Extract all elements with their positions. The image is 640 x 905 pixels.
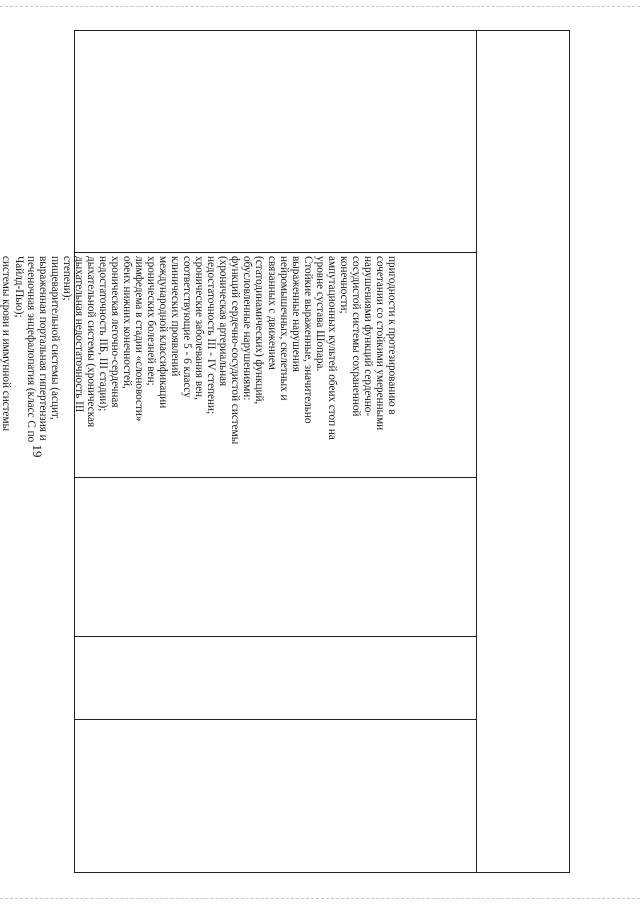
text-line: Стойкие выраженные, значительно	[301, 256, 314, 424]
text-line: хроническая легочно-сердечная	[108, 256, 121, 408]
text-line: хронических болезней вен;	[145, 256, 158, 386]
text-line: обусловленные нарушениями:	[241, 256, 254, 401]
text-line: (хроническая артериальная	[217, 256, 230, 387]
text-line: конечности;	[337, 256, 350, 314]
scan-edge-bottom	[0, 898, 640, 899]
text-line: нарушениями функций сердечно-	[361, 256, 374, 417]
page-number: 19	[30, 444, 45, 458]
text-line: дыхательной системы (хроническая	[84, 256, 97, 428]
text-line: сосудистой системы сохраненной	[349, 256, 362, 417]
text-line: международной классификации	[157, 256, 170, 409]
text-line: связанных с движением	[265, 256, 278, 370]
text-line: дыхательная недостаточность III	[72, 256, 85, 413]
text-line: функций сердечно-сосудистой системы	[229, 256, 242, 445]
text-line: выраженные нарушения	[289, 256, 302, 372]
text-line: Чайлд-Пью);	[12, 256, 25, 318]
text-line: печеночная энцефалопатия (класс С по	[24, 256, 37, 443]
text-line: недостаточность III - IV степени;	[205, 256, 218, 415]
text-line: хронические заболевания вен,	[193, 256, 206, 400]
text-line: пищеварительной системы (асцит,	[48, 256, 61, 420]
text-line: клинических проявлений	[169, 256, 182, 377]
text-line: системы крови и иммунной системы	[0, 256, 13, 432]
text-line: лимфедема в стадии «слоновости»	[133, 256, 146, 422]
scan-edge-top	[0, 6, 640, 7]
text-line: (статодинамических) функций,	[253, 256, 266, 405]
text-line: пригодности к протезированию в	[386, 256, 398, 415]
text-line: степени);	[60, 256, 73, 301]
text-line: сочетании со стойкими умеренными	[373, 256, 386, 431]
table-column-divider	[476, 31, 477, 872]
text-line: обеих нижних конечностей,	[120, 256, 133, 389]
text-line: ампутационных культей обеих стоп на	[325, 256, 338, 440]
text-line: недостаточность IIБ, III стадии);	[96, 256, 109, 412]
text-line: соответствующие 5 - 6 классу	[181, 256, 194, 398]
text-line: выраженная портальная гипертензия и	[36, 256, 49, 441]
text-line: нейромышечных, скелетных и	[277, 256, 290, 401]
text-line: уровне сустава Шопара.	[313, 256, 326, 372]
